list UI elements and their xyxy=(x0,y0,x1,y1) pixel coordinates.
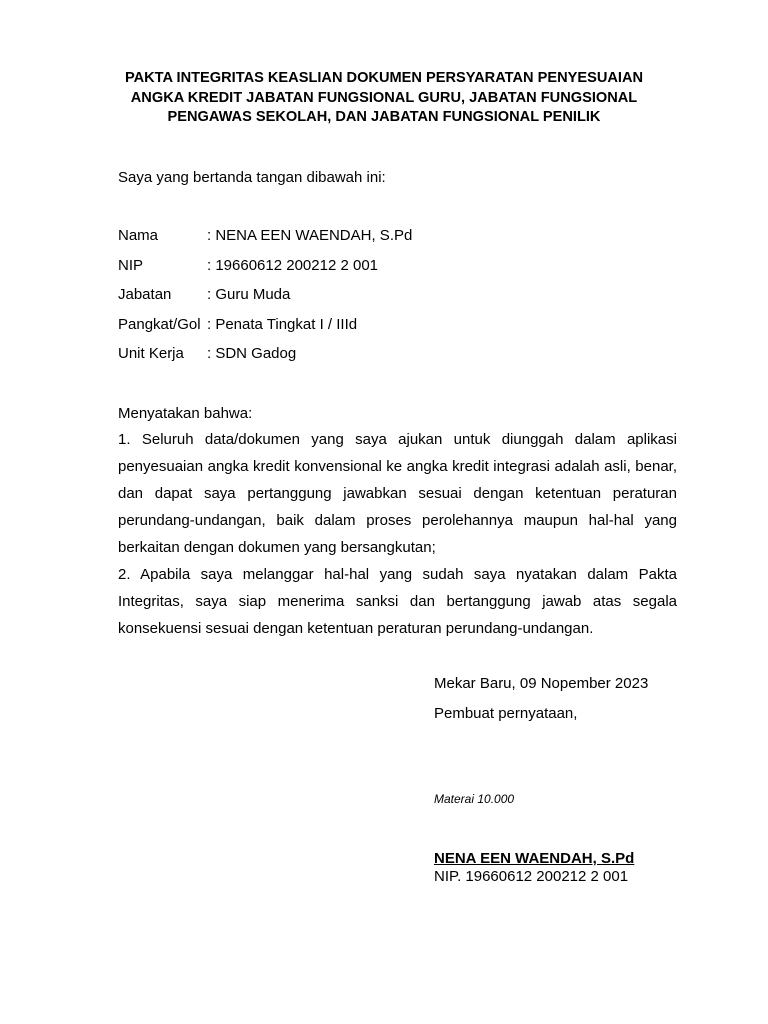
field-label: Unit Kerja xyxy=(118,345,184,362)
field-value: : NENA EEN WAENDAH, S.Pd xyxy=(207,227,413,244)
signer-nip: NIP. 19660612 200212 2 001 xyxy=(434,868,629,885)
field-value: : Guru Muda xyxy=(207,286,291,303)
field-label: Jabatan xyxy=(118,286,172,303)
field-label: Pangkat/Gol xyxy=(118,315,201,333)
intro-text: Saya yang bertanda tangan dibawah ini: xyxy=(118,169,386,186)
declaration-label: Menyatakan bahwa: xyxy=(118,405,253,422)
identity-fields xyxy=(118,226,412,374)
signer-block xyxy=(434,849,634,886)
signer-role: Pembuat pernyataan, xyxy=(434,705,578,722)
title-line: PENGAWAS SEKOLAH, DAN JABATAN FUNGSIONAL PENILIK xyxy=(167,109,601,125)
field-row-nama xyxy=(118,226,412,256)
field-label: NIP xyxy=(118,256,144,274)
field-row-nip xyxy=(118,256,412,286)
title-line: ANGKA KREDIT JABATAN FUNGSIONAL GURU, JABATAN FUNGSIONAL xyxy=(130,89,638,106)
field-label: Nama xyxy=(118,227,159,244)
statements xyxy=(118,426,677,642)
signature-block xyxy=(434,674,648,724)
field-row-jabatan xyxy=(118,285,412,315)
field-row-unit-kerja xyxy=(118,344,412,374)
statement-2: 2. Apabila saya melanggar hal-hal yang sudah saya nyatakan dalam Pakta Integritas, saya siap menerima sanksi dan bertanggung jawab atas segala konsekuensi sesuai dengan ketentuan peraturan perundang-undangan. xyxy=(118,566,677,637)
document-title xyxy=(100,69,668,128)
signer-name: NENA EEN WAENDAH, S.Pd xyxy=(434,850,635,867)
field-row-pangkat xyxy=(118,315,412,345)
stamp-label: Materai 10.000 xyxy=(434,792,515,806)
title-line: PAKTA INTEGRITAS KEASLIAN DOKUMEN PERSYARATAN PENYESUAIAN xyxy=(124,70,644,86)
statement-1: 1. Seluruh data/dokumen yang saya ajukan untuk diunggah dalam aplikasi penyesuaian angka kredit konvensional ke angka kredit integrasi adalah asli, benar, dan dapat saya pertanggung jawabkan sesuai dengan ketentuan peraturan perundang-undangan, baik dalam proses perolehannya maupun hal-hal yang berkaitan dengan dokumen yang bersangkutan; xyxy=(118,431,677,556)
field-value: : Penata Tingkat I / IIId xyxy=(207,315,358,333)
place-date: Mekar Baru, 09 Nopember 2023 xyxy=(434,675,649,692)
field-value: : SDN Gadog xyxy=(207,345,297,362)
field-value: : 19660612 200212 2 001 xyxy=(207,256,378,274)
